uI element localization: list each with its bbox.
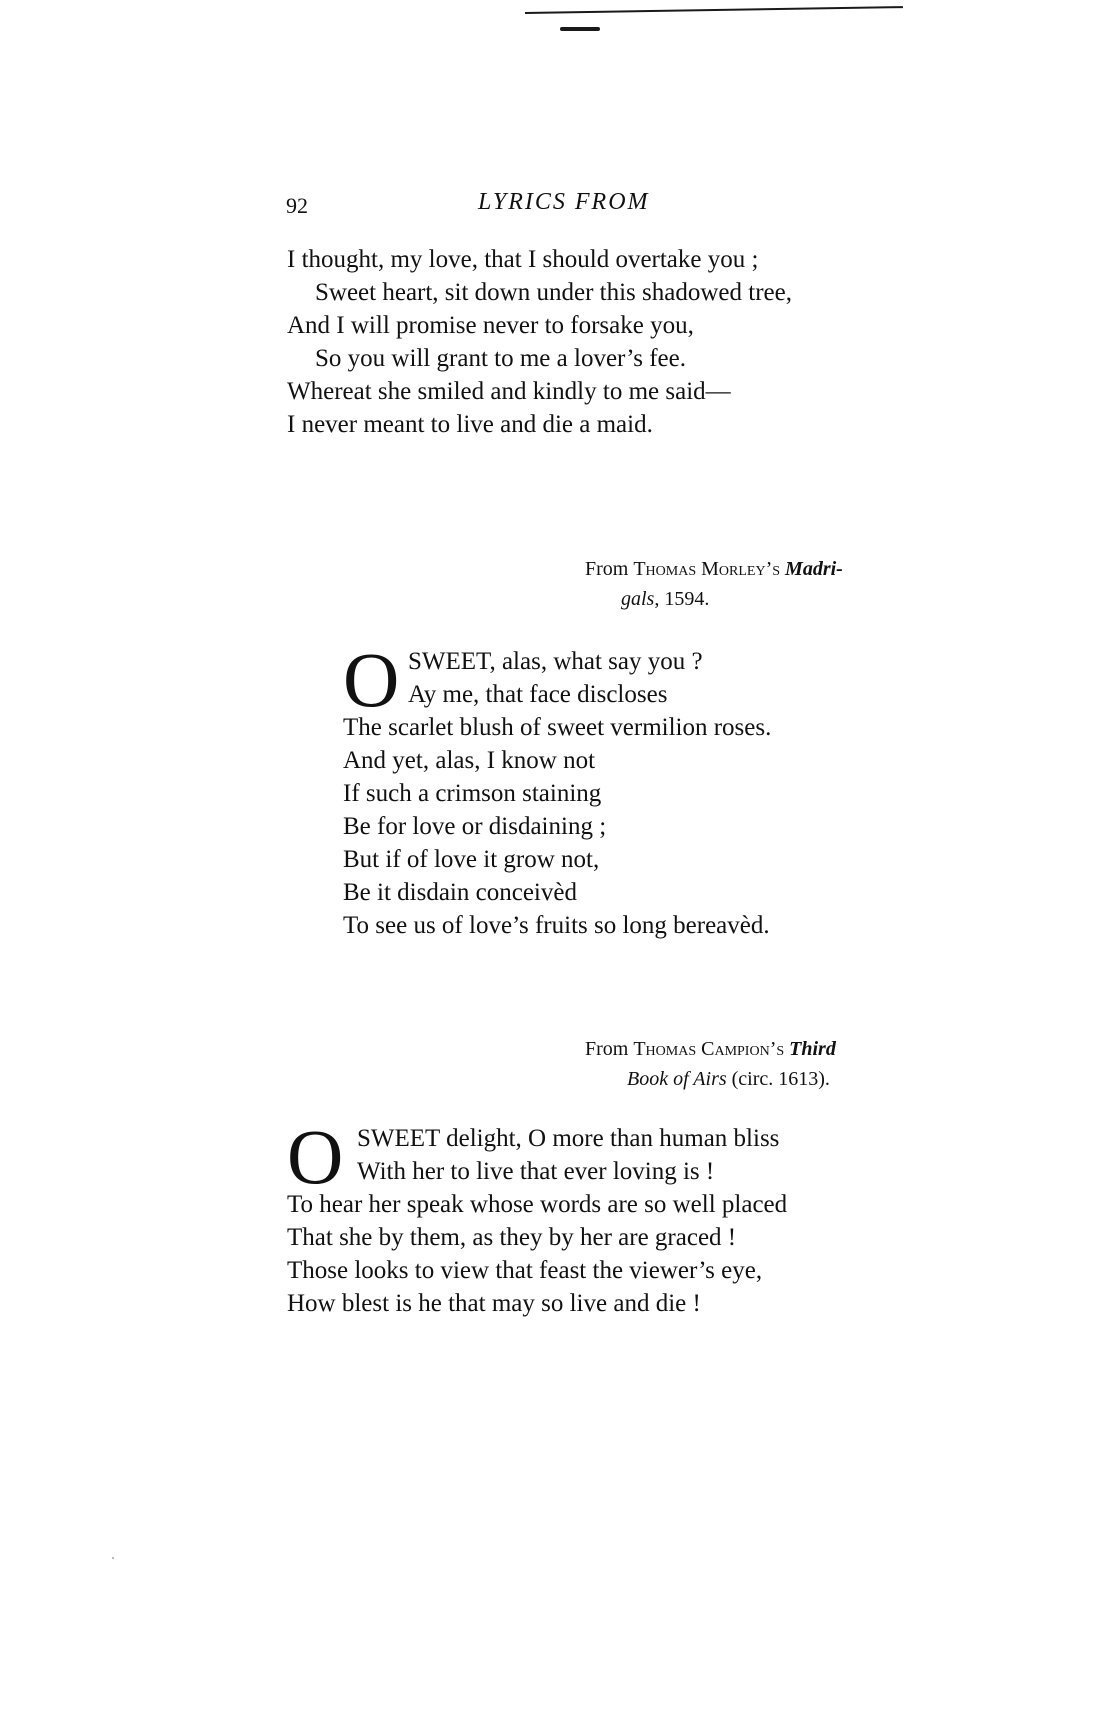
stanza-continued bbox=[287, 243, 792, 441]
attribution-title-cont: Book of Airs bbox=[627, 1068, 727, 1090]
verse-line: To see us of love’s fruits so long bereavèd. bbox=[343, 912, 770, 939]
attribution-line bbox=[585, 1064, 836, 1094]
poem-attribution-campion bbox=[585, 1034, 836, 1094]
attribution-date: (circ. 1613). bbox=[726, 1068, 830, 1090]
scan-speck bbox=[112, 1557, 114, 1559]
verse-line: Whereat she smiled and kindly to me said— bbox=[287, 378, 731, 405]
attribution-title-cont: gals bbox=[621, 588, 655, 610]
attribution-title: Madri- bbox=[785, 558, 843, 580]
verse-line: Be it disdain conceivèd bbox=[343, 879, 577, 906]
verse-line: But if of love it grow not, bbox=[343, 846, 600, 873]
verse-line: If such a crimson staining bbox=[343, 780, 602, 807]
poem-body bbox=[343, 636, 772, 942]
verse-line: With her to live that ever loving is ! bbox=[357, 1158, 715, 1185]
top-rule-mark bbox=[560, 27, 600, 31]
verse-line: So you will grant to me a lover’s fee. bbox=[315, 345, 686, 372]
attribution-author: Thomas Morley bbox=[633, 558, 766, 580]
running-title: LYRICS FROM bbox=[478, 189, 650, 215]
attribution-prefix: From bbox=[585, 558, 634, 580]
verse-line: Ay me, that face discloses bbox=[408, 681, 668, 708]
poem-o-sweet-alas bbox=[343, 636, 772, 942]
attribution-possessive: ’s bbox=[769, 1038, 790, 1060]
attribution-date: , 1594. bbox=[654, 588, 710, 610]
attribution-author: Thomas Campion bbox=[633, 1038, 770, 1060]
attribution-line bbox=[585, 554, 843, 584]
attribution-line bbox=[585, 1034, 836, 1064]
page-number: 92 bbox=[286, 193, 308, 218]
verse-line: And I will promise never to forsake you, bbox=[287, 312, 694, 339]
attribution-title: Third bbox=[789, 1038, 836, 1060]
attribution-possessive: ’s bbox=[765, 558, 786, 580]
verse-line: The scarlet blush of sweet vermilion roses. bbox=[343, 714, 772, 741]
drop-cap: O bbox=[343, 636, 400, 723]
verse-line: Sweet heart, sit down under this shadowed tree, bbox=[315, 279, 792, 306]
poem-attribution-morley bbox=[585, 554, 843, 614]
verse-line: And yet, alas, I know not bbox=[343, 747, 596, 774]
drop-cap: O bbox=[287, 1113, 344, 1200]
verse-line: Be for love or disdaining ; bbox=[343, 813, 607, 840]
verse-line: To hear her speak whose words are so well placed bbox=[287, 1191, 788, 1218]
verse-line: I thought, my love, that I should overtake you ; bbox=[287, 246, 759, 273]
top-rule bbox=[525, 6, 903, 14]
verse-line: Those looks to view that feast the viewer’s eye, bbox=[287, 1257, 763, 1284]
verse-line: That she by them, as they by her are graced ! bbox=[287, 1224, 737, 1251]
verse-line: How blest is he that may so live and die ! bbox=[287, 1290, 701, 1317]
verse-line-first: SWEET delight, O more than human bliss bbox=[357, 1125, 780, 1152]
verse-line-first: SWEET, alas, what say you ? bbox=[408, 648, 703, 675]
verse-line: I never meant to live and die a maid. bbox=[287, 411, 653, 438]
attribution-prefix: From bbox=[585, 1038, 634, 1060]
poem-o-sweet-delight bbox=[287, 1113, 788, 1320]
poem-body bbox=[287, 1113, 788, 1320]
attribution-line bbox=[585, 584, 843, 614]
